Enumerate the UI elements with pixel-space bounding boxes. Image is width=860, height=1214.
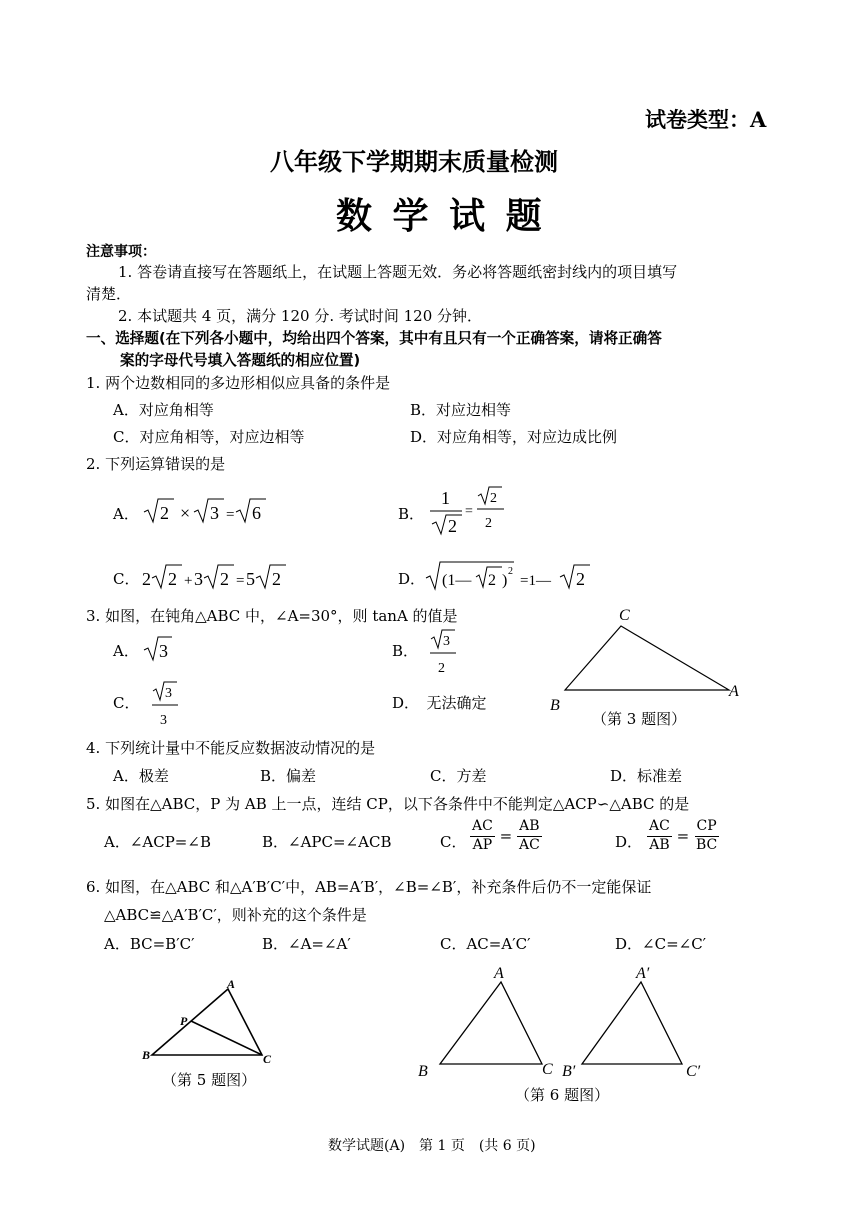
q6-triangles-figure: [410, 960, 720, 1085]
q4-option-c: C．方差: [430, 767, 487, 785]
q5-option-c-label: C．: [440, 833, 467, 851]
note-1-line1: 1. 答卷请直接写在答题纸上，在试题上答题无效．务必将答题纸密封线内的项目填写: [118, 263, 678, 281]
paper-type-label: 试卷类型：A: [645, 107, 767, 132]
section-1-line2: 案的字母代号填入答题纸的相应位置): [120, 352, 361, 369]
q5-point-p: P: [180, 1014, 188, 1028]
svg-text:3: 3: [443, 634, 450, 649]
svg-text:6: 6: [252, 503, 261, 523]
svg-text:2: 2: [488, 572, 496, 589]
svg-text:2: 2: [438, 661, 445, 676]
q3-option-a-formula: [142, 634, 174, 664]
q6-figure-caption: （第 6 题图）: [515, 1086, 610, 1104]
q6-option-c: C．AC=A′C′: [440, 935, 531, 953]
q3-option-b-label: B．: [392, 642, 419, 660]
svg-text:2: 2: [160, 503, 169, 523]
svg-text:2: 2: [490, 491, 497, 506]
q2-stem: 2. 下列运算错误的是: [86, 455, 226, 473]
q3-option-c-label: C．: [113, 694, 140, 712]
q2-option-b-label: B．: [398, 505, 425, 523]
q5-option-a: A．∠ACP=∠B: [104, 833, 211, 851]
q2-option-d-formula: [424, 558, 594, 594]
svg-text:=: =: [465, 504, 473, 519]
q5-triangle-figure: [138, 975, 288, 1070]
q4-option-b: B．偏差: [260, 767, 317, 785]
svg-text:3: 3: [194, 569, 203, 589]
q5-option-b: B．∠APC=∠ACB: [262, 833, 392, 851]
q6-option-b: B．∠A=∠A′: [262, 935, 351, 953]
svg-text:2: 2: [220, 569, 229, 589]
q2-option-b-formula: [428, 482, 508, 540]
svg-text:=: =: [226, 507, 235, 523]
q3-triangle: [565, 626, 729, 690]
note-1-line2: 清楚．: [86, 285, 132, 303]
q5-stem: 5. 如图在△ABC，P 为 AB 上一点，连结 CP，以下各条件中不能判定△ACP∽△ABC 的是: [86, 795, 690, 813]
q2-option-a-label: A．: [113, 505, 139, 523]
q3-vertex-b: B: [550, 697, 560, 714]
svg-text:(1—: (1—: [442, 572, 472, 589]
q6-triangle-abc-prime: [582, 982, 682, 1064]
q3-vertex-c: C: [619, 607, 630, 624]
svg-text:2: 2: [168, 569, 177, 589]
q6-vertex-a: A: [494, 965, 504, 982]
q3-vertex-a: A: [729, 683, 739, 700]
svg-text:3: 3: [159, 641, 168, 661]
q3-stem: 3. 如图，在钝角△ABC 中，∠A=30°，则 tanA 的值是: [86, 607, 458, 625]
q6-vertex-b: B: [418, 1063, 428, 1080]
q5-vertex-a: A: [227, 977, 236, 991]
q5-triangle: [152, 989, 262, 1055]
svg-text:2: 2: [272, 569, 281, 589]
notes-heading: 注意事项：: [86, 244, 156, 260]
page-footer: 数学试题(A) 第 1 页 (共 6 页): [328, 1138, 536, 1154]
q5-vertex-b: B: [142, 1048, 151, 1062]
section-1-line1: 一、选择题(在下列各小题中，均给出四个答案，其中有且只有一个正确答案，请将正确答: [86, 330, 662, 347]
q6-option-a: A．BC=B′C′: [104, 935, 195, 953]
svg-text:2: 2: [448, 516, 457, 536]
svg-text:=: =: [236, 573, 245, 589]
q4-stem: 4. 下列统计量中不能反应数据波动情况的是: [86, 739, 376, 757]
svg-text:2: 2: [508, 566, 513, 577]
svg-text:2: 2: [576, 569, 585, 589]
q4-option-a: A．极差: [113, 767, 169, 785]
q1-option-a: A．对应角相等: [113, 401, 214, 419]
q6-vertex-b-prime: B′: [562, 1063, 576, 1080]
q6-stem-line1: 6. 如图，在△ABC 和△A′B′C′中，AB=A′B′，∠B=∠B′，补充条件后仍不一定能保证: [86, 878, 652, 896]
svg-text:2: 2: [485, 516, 492, 531]
q5-option-d-label: D．: [615, 833, 643, 851]
q6-triangle-abc: [440, 982, 542, 1064]
svg-text:3: 3: [160, 713, 167, 728]
q6-vertex-c-prime: C′: [686, 1063, 701, 1080]
q1-option-c: C．对应角相等，对应边相等: [113, 428, 305, 446]
q3-figure-caption: （第 3 题图）: [592, 710, 687, 728]
svg-text:5: 5: [246, 569, 255, 589]
q1-option-b: B．对应边相等: [410, 401, 512, 419]
exam-title: 数 学 试 题: [336, 195, 546, 237]
svg-text:1: 1: [441, 488, 450, 508]
q5-option-d-formula: $\frac{AC}{AB}$ = $\frac{CP}{BC}$: [649, 818, 718, 853]
q5-option-c-formula: $\frac{AC}{AP}$ = $\frac{AB}{AC}$: [472, 818, 540, 853]
q5-segment-cp: [191, 1021, 262, 1055]
q4-option-d: D．标准差: [610, 767, 683, 785]
svg-text:): ): [502, 572, 508, 589]
exam-subtitle: 八年级下学期期末质量检测: [270, 147, 558, 176]
q5-figure-caption: （第 5 题图）: [162, 1071, 257, 1089]
q2-option-a-formula: [140, 494, 270, 528]
svg-text:2: 2: [142, 569, 151, 589]
q5-vertex-c: C: [263, 1052, 272, 1066]
svg-text:3: 3: [165, 686, 172, 701]
q1-option-d: D．对应角相等，对应边成比例: [410, 428, 618, 446]
q3-option-d: D． 无法确定: [392, 694, 487, 712]
q3-option-a-label: A．: [113, 642, 139, 660]
svg-text:×: ×: [180, 503, 191, 523]
q6-stem-line2: △ABC≌△A′B′C′，则补充的这个条件是: [104, 906, 367, 924]
svg-text:3: 3: [210, 503, 219, 523]
q6-option-d: D．∠C=∠C′: [615, 935, 707, 953]
q1-stem: 1. 两个边数相同的多边形相似应具备的条件是: [86, 374, 391, 392]
svg-text:+: +: [184, 573, 193, 589]
q2-option-c-label: C．: [113, 570, 140, 588]
q2-option-d-label: D．: [398, 570, 426, 588]
svg-text:=1—: =1—: [520, 573, 551, 589]
q2-option-c-formula: [140, 560, 290, 594]
q3-option-c-formula: [150, 680, 182, 730]
q6-vertex-c: C: [542, 1061, 553, 1078]
note-2: 2. 本试题共 4 页，满分 120 分. 考试时间 120 分钟．: [118, 307, 483, 325]
q6-vertex-a-prime: A′: [636, 965, 650, 982]
q3-option-b-formula: [428, 628, 460, 678]
